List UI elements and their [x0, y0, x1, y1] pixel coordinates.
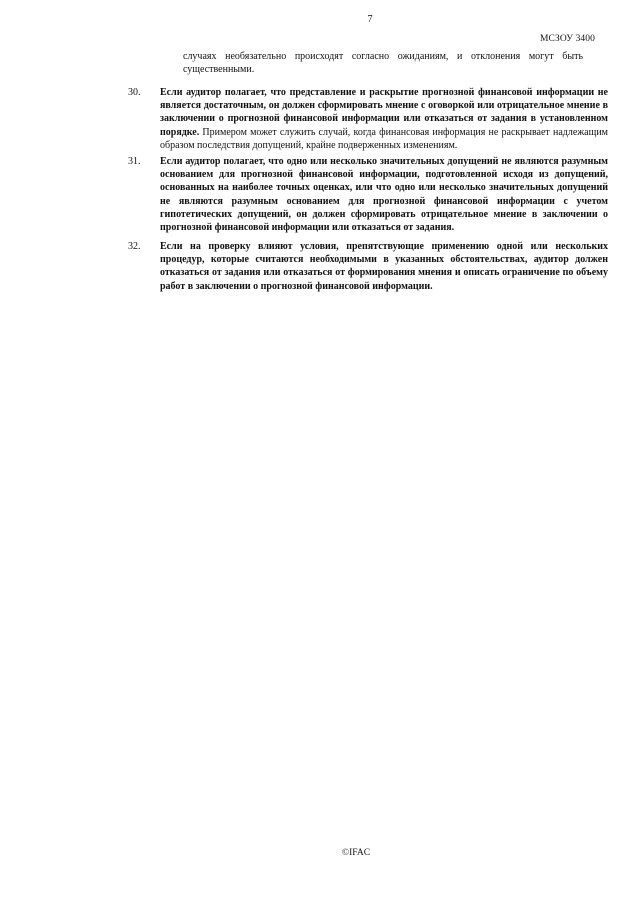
- paragraph-text-bold: Если аудитор полагает, что одно или несколько значительных допущений не являются разумным основанием для прогнозной финансовой информации, подготовленной исходя из допущений, основанных на наиболее точных оценках, или что одно или несколько значительных допущений не являются разумным основанием для прогнозной финансовой информации с учетом гипотетических допущений, он должен сформировать отрицательное мнение в заключении о прогнозной финансовой информации или отказаться от задания.: [160, 156, 608, 234]
- paragraph-number: 32.: [128, 241, 141, 252]
- paragraph-number: 31.: [128, 156, 141, 167]
- page-number: 7: [367, 14, 373, 25]
- copyright-footer: ©IFAC: [341, 848, 371, 858]
- paragraph-text-bold: Если аудитор полагает, что представление и раскрытие прогнозной финансовой информации не является достаточным, он должен сформировать мнение с оговоркой или отрицательное мнение в заключении о прогнозной финансовой информации или отказаться от задания в установленном порядке.: [160, 87, 608, 138]
- paragraph-text: [160, 86, 608, 152]
- paragraph-number: 30.: [128, 87, 141, 98]
- paragraph-text-bold: Если на проверку влияют условия, препятствующие применению одной или нескольких процедур, которые считаются необходимыми в указанных обстоятельствах, аудитор должен отказаться от задания или отказаться от формирования мнения и описать ограничение по объему работ в заключении о прогнозной финансовой информации.: [160, 241, 608, 292]
- document-code: МСЗОУ 3400: [540, 34, 595, 44]
- paragraph-text-normal: Примером может служить случай, когда финансовая информация не раскрывает надлежащим образом последствия допущений, крайне подверженных изменениям.: [160, 126, 608, 151]
- paragraph-text: [160, 155, 608, 234]
- paragraph-text: [160, 240, 608, 293]
- continuation-text: случаях необязательно происходят согласно ожиданиям, и отклонения могут быть существенными.: [183, 51, 583, 76]
